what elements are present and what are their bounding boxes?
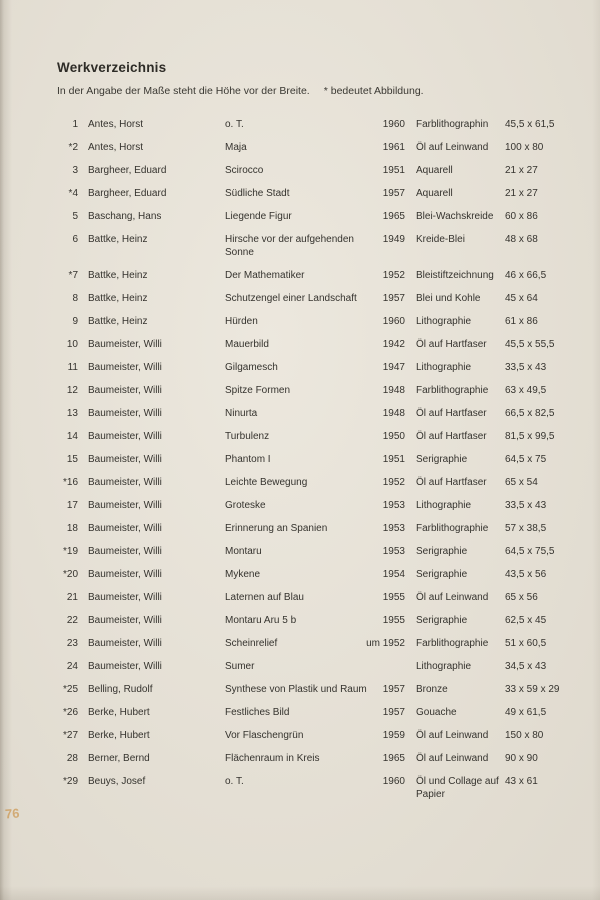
work-number: 11 xyxy=(67,362,78,373)
work-technique: Farblithographie xyxy=(416,385,489,396)
work-number: 24 xyxy=(66,661,78,672)
work-size: 66,5 x 82,5 xyxy=(505,408,555,419)
work-year: 1960 xyxy=(382,316,405,327)
work-year: 1955 xyxy=(382,615,405,626)
work-row xyxy=(44,338,570,351)
work-row xyxy=(44,141,570,154)
work-row xyxy=(44,407,570,420)
work-artist: Baumeister, Willi xyxy=(88,454,162,465)
work-row xyxy=(44,430,570,443)
work-title: Vor Flaschengrün xyxy=(225,730,304,741)
work-artist: Baumeister, Willi xyxy=(88,431,162,442)
work-row xyxy=(44,775,570,801)
work-technique: Serigraphie xyxy=(416,454,468,465)
work-number: 5 xyxy=(72,211,78,222)
work-size: 33,5 x 43 xyxy=(505,500,547,511)
work-row xyxy=(44,522,570,535)
work-technique: Öl auf Hartfaser xyxy=(416,339,487,350)
work-technique: Lithographie xyxy=(416,500,472,511)
work-artist: Baumeister, Willi xyxy=(88,362,162,373)
work-number: *2 xyxy=(68,142,78,153)
work-size: 46 x 66,5 xyxy=(505,270,547,281)
work-number: *26 xyxy=(62,707,78,718)
work-year: 1960 xyxy=(382,119,405,130)
work-row xyxy=(44,683,570,696)
work-size: 33,5 x 43 xyxy=(505,362,547,373)
subtitle-note: * bedeutet Abbildung. xyxy=(323,85,424,97)
work-number: *29 xyxy=(62,776,78,787)
work-year: 1948 xyxy=(382,385,405,396)
work-size: 34,5 x 43 xyxy=(505,661,547,672)
work-year: 1957 xyxy=(382,707,405,718)
work-title: Montaru xyxy=(225,546,262,557)
work-row xyxy=(44,752,570,765)
work-number: 17 xyxy=(66,500,78,511)
work-row xyxy=(44,568,570,581)
work-size: 65 x 56 xyxy=(505,592,538,603)
work-row xyxy=(44,591,570,604)
work-number: *4 xyxy=(68,188,78,199)
work-size: 61 x 86 xyxy=(505,316,538,327)
work-number: 10 xyxy=(66,339,78,350)
work-number: 13 xyxy=(66,408,78,419)
work-artist: Battke, Heinz xyxy=(88,234,148,245)
work-size: 64,5 x 75 xyxy=(505,454,547,465)
work-artist: Baumeister, Willi xyxy=(88,546,162,557)
work-artist: Baumeister, Willi xyxy=(88,615,162,626)
work-size: 21 x 27 xyxy=(505,188,538,199)
work-year: 1957 xyxy=(382,188,405,199)
work-row xyxy=(44,233,570,259)
subtitle-text: In der Angabe der Maße steht die Höhe vor der Breite. xyxy=(57,85,310,97)
work-artist: Battke, Heinz xyxy=(88,293,148,304)
work-size: 45,5 x 55,5 xyxy=(505,339,555,350)
work-year: 1957 xyxy=(382,293,405,304)
work-title: Montaru Aru 5 b xyxy=(225,615,297,626)
work-year: 1952 xyxy=(382,477,405,488)
work-technique: Kreide-Blei xyxy=(416,234,465,245)
work-row xyxy=(44,361,570,374)
work-artist: Baschang, Hans xyxy=(88,211,162,222)
work-row xyxy=(44,384,570,397)
work-artist: Baumeister, Willi xyxy=(88,569,162,580)
work-title: Liegende Figur xyxy=(225,211,292,222)
page-title: Werkverzeichnis xyxy=(57,60,167,75)
work-number: 3 xyxy=(72,165,78,176)
work-number: 21 xyxy=(66,592,78,603)
work-artist: Baumeister, Willi xyxy=(88,385,162,396)
work-title: Leichte Bewegung xyxy=(225,477,308,488)
work-number: 23 xyxy=(66,638,78,649)
work-title: Hürden xyxy=(225,316,258,327)
work-year: 1953 xyxy=(382,500,405,511)
work-artist: Bargheer, Eduard xyxy=(88,165,167,176)
work-number: *27 xyxy=(62,730,78,741)
work-technique: Öl auf Leinwand xyxy=(416,753,489,764)
work-title: Ninurta xyxy=(225,408,258,419)
work-artist: Belling, Rudolf xyxy=(88,684,153,695)
work-technique: Aquarell xyxy=(416,165,453,176)
work-number: 8 xyxy=(72,293,78,304)
works-list xyxy=(0,118,600,801)
work-technique: Öl auf Leinwand xyxy=(416,592,489,603)
work-number: 9 xyxy=(72,316,78,327)
work-title: Groteske xyxy=(225,500,266,511)
work-size: 100 x 80 xyxy=(505,142,544,153)
work-size: 43 x 61 xyxy=(505,776,538,787)
work-title: Festliches Bild xyxy=(225,707,290,718)
work-artist: Beuys, Josef xyxy=(88,776,146,787)
work-technique: Bleistiftzeichnung xyxy=(416,270,494,281)
work-year: 1955 xyxy=(382,592,405,603)
work-technique: Öl und Collage auf Papier xyxy=(416,776,499,800)
work-size: 21 x 27 xyxy=(505,165,538,176)
work-artist: Baumeister, Willi xyxy=(88,523,162,534)
work-artist: Bargheer, Eduard xyxy=(88,188,167,199)
work-year: 1951 xyxy=(382,165,405,176)
work-row xyxy=(44,499,570,512)
work-technique: Öl auf Hartfaser xyxy=(416,477,487,488)
work-title: Scirocco xyxy=(225,165,264,176)
work-technique: Lithographie xyxy=(416,362,472,373)
work-row xyxy=(44,269,570,282)
work-row xyxy=(44,315,570,328)
work-row xyxy=(44,637,570,650)
work-technique: Farblithographie xyxy=(416,523,489,534)
work-year: 1951 xyxy=(382,454,405,465)
work-artist: Berke, Hubert xyxy=(88,707,150,718)
work-title: Südliche Stadt xyxy=(225,188,290,199)
work-title: Sumer xyxy=(225,661,255,672)
work-title: o. T. xyxy=(225,119,244,130)
work-artist: Baumeister, Willi xyxy=(88,592,162,603)
work-size: 90 x 90 xyxy=(505,753,538,764)
work-row xyxy=(44,292,570,305)
work-number: 15 xyxy=(66,454,78,465)
work-size: 48 x 68 xyxy=(505,234,538,245)
work-technique: Bronze xyxy=(416,684,448,695)
work-size: 81,5 x 99,5 xyxy=(505,431,555,442)
work-technique: Farblithographie xyxy=(416,638,489,649)
work-number: *7 xyxy=(68,270,78,281)
work-artist: Baumeister, Willi xyxy=(88,339,162,350)
work-title: Schutzengel einer Landschaft xyxy=(225,293,357,304)
work-number: *20 xyxy=(62,569,78,580)
work-year: 1942 xyxy=(382,339,405,350)
work-number: 22 xyxy=(66,615,78,626)
work-size: 63 x 49,5 xyxy=(505,385,547,396)
work-row xyxy=(44,614,570,627)
work-size: 49 x 61,5 xyxy=(505,707,547,718)
work-title: Flächenraum in Kreis xyxy=(225,753,320,764)
work-title: Synthese von Plastik und Raum xyxy=(225,684,367,695)
work-row xyxy=(44,660,570,673)
work-size: 60 x 86 xyxy=(505,211,538,222)
work-year: 1952 xyxy=(382,270,405,281)
work-technique: Serigraphie xyxy=(416,615,468,626)
work-size: 33 x 59 x 29 xyxy=(505,684,560,695)
work-technique: Gouache xyxy=(416,707,457,718)
work-year: 1949 xyxy=(382,234,405,245)
work-row xyxy=(44,706,570,719)
work-year: 1957 xyxy=(382,684,405,695)
work-number: 1 xyxy=(72,119,78,130)
work-artist: Antes, Horst xyxy=(88,119,144,130)
work-size: 45 x 64 xyxy=(505,293,538,304)
work-title: Maja xyxy=(225,142,247,153)
work-year: 1950 xyxy=(382,431,405,442)
work-year: 1959 xyxy=(382,730,405,741)
work-year: 1954 xyxy=(382,569,405,580)
work-row xyxy=(44,545,570,558)
work-number: 18 xyxy=(66,523,78,534)
work-year: 1947 xyxy=(382,362,405,373)
work-technique: Farblithographin xyxy=(416,119,489,130)
work-year: 1965 xyxy=(382,753,405,764)
work-year: 1960 xyxy=(382,776,405,787)
work-technique: Blei-Wachskreide xyxy=(416,211,494,222)
work-title: Laternen auf Blau xyxy=(225,592,304,603)
work-artist: Berke, Hubert xyxy=(88,730,150,741)
work-size: 43,5 x 56 xyxy=(505,569,547,580)
work-artist: Baumeister, Willi xyxy=(88,638,162,649)
work-size: 65 x 54 xyxy=(505,477,538,488)
work-title: Mykene xyxy=(225,569,261,580)
work-artist: Baumeister, Willi xyxy=(88,661,162,672)
work-number: *25 xyxy=(62,684,78,695)
work-technique: Öl auf Hartfaser xyxy=(416,408,487,419)
work-row xyxy=(44,118,570,131)
work-technique: Öl auf Hartfaser xyxy=(416,431,487,442)
work-row xyxy=(44,453,570,466)
work-size: 57 x 38,5 xyxy=(505,523,547,534)
work-title: Spitze Formen xyxy=(225,385,291,396)
work-title: Turbulenz xyxy=(225,431,270,442)
work-year: 1961 xyxy=(382,142,405,153)
work-size: 51 x 60,5 xyxy=(505,638,547,649)
work-row xyxy=(44,210,570,223)
work-technique: Aquarell xyxy=(416,188,453,199)
work-year: 1965 xyxy=(382,211,405,222)
work-title: Scheinrelief xyxy=(225,638,278,649)
work-size: 45,5 x 61,5 xyxy=(505,119,555,130)
work-technique: Lithographie xyxy=(416,316,472,327)
work-size: 150 x 80 xyxy=(505,730,544,741)
work-technique: Öl auf Leinwand xyxy=(416,730,489,741)
work-title: Erinnerung an Spanien xyxy=(225,523,328,534)
work-number: *16 xyxy=(62,477,78,488)
work-title: Gilgamesch xyxy=(225,362,278,373)
work-artist: Berner, Bernd xyxy=(88,753,150,764)
work-artist: Battke, Heinz xyxy=(88,270,148,281)
work-size: 62,5 x 45 xyxy=(505,615,547,626)
work-row xyxy=(44,729,570,742)
page-stamp: 76 xyxy=(4,805,20,822)
work-technique: Serigraphie xyxy=(416,546,468,557)
work-artist: Baumeister, Willi xyxy=(88,408,162,419)
work-year: um 1952 xyxy=(366,638,405,649)
work-artist: Baumeister, Willi xyxy=(88,500,162,511)
work-year: 1953 xyxy=(382,546,405,557)
work-row xyxy=(44,164,570,177)
page-subtitle xyxy=(57,85,600,97)
work-number: 12 xyxy=(66,385,78,396)
work-technique: Lithographie xyxy=(416,661,472,672)
work-technique: Öl auf Leinwand xyxy=(416,142,489,153)
work-number: 14 xyxy=(66,431,78,442)
work-size: 64,5 x 75,5 xyxy=(505,546,555,557)
work-number: 6 xyxy=(72,234,78,245)
work-number: 28 xyxy=(66,753,78,764)
work-title: Mauerbild xyxy=(225,339,269,350)
work-artist: Battke, Heinz xyxy=(88,316,148,327)
work-row xyxy=(44,476,570,489)
work-technique: Blei und Kohle xyxy=(416,293,481,304)
work-title: Hirsche vor der aufgehenden Sonne xyxy=(225,234,354,258)
work-year: 1953 xyxy=(382,523,405,534)
work-number: *19 xyxy=(62,546,78,557)
work-year: 1948 xyxy=(382,408,405,419)
work-title: o. T. xyxy=(225,776,244,787)
work-artist: Antes, Horst xyxy=(88,142,144,153)
work-row xyxy=(44,187,570,200)
work-title: Phantom I xyxy=(225,454,271,465)
work-title: Der Mathematiker xyxy=(225,270,305,281)
work-artist: Baumeister, Willi xyxy=(88,477,162,488)
work-technique: Serigraphie xyxy=(416,569,468,580)
